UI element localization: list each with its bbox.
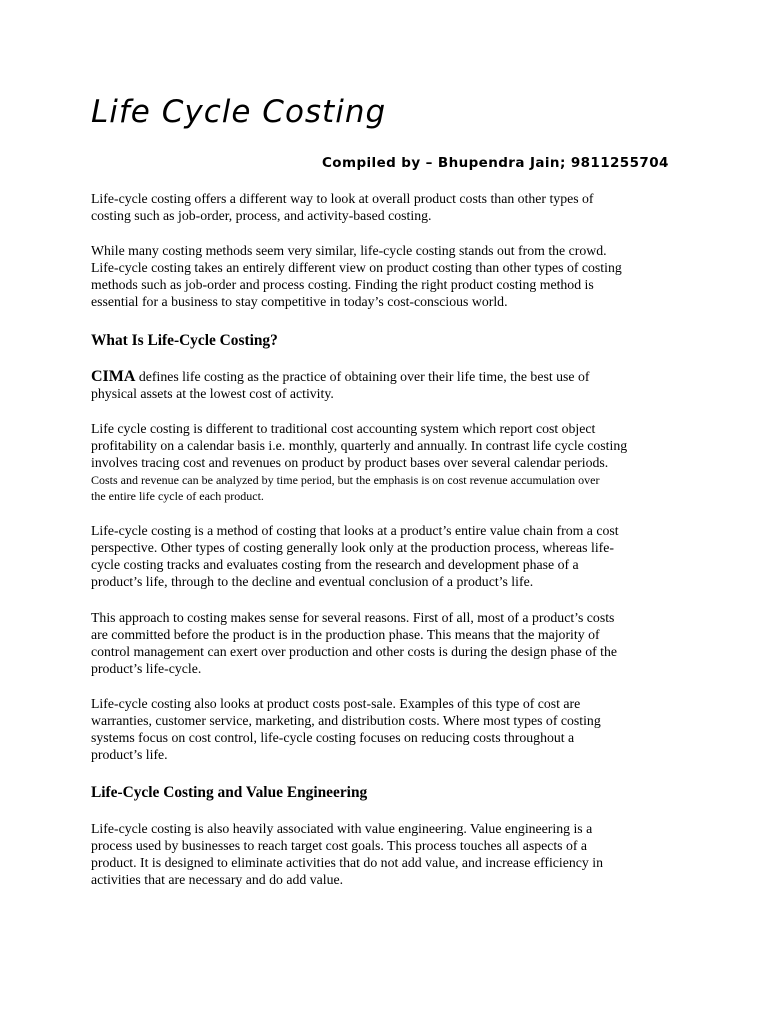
cima-definition-paragraph	[91, 368, 683, 402]
overview-paragraph	[91, 242, 683, 310]
section-heading-value-engineering: Life-Cycle Costing and Value Engineering	[91, 784, 368, 801]
text-line: cycle costing tracks and evaluates costing from the research and development phase of a	[91, 557, 579, 573]
text-line: physical assets at the lowest cost of activity.	[91, 386, 334, 402]
text-line: profitability on a calendar basis i.e. monthly, quarterly and annually. In contrast life cycle costing	[91, 438, 628, 454]
text-line: product. It is designed to eliminate activities that do not add value, and increase efficiency in	[91, 855, 603, 871]
text-line: warranties, customer service, marketing, and distribution costs. Where most types of costing	[91, 713, 601, 729]
text-line: Life-cycle costing offers a different way to look at overall product costs than other types of	[91, 191, 594, 206]
value-engineering-paragraph	[91, 820, 683, 888]
text-line: perspective. Other types of costing generally look only at the production process, whereas life-	[91, 540, 614, 556]
value-chain-paragraph	[91, 522, 683, 590]
text-line	[91, 368, 683, 385]
text-line: Life-cycle costing is also heavily associated with value engineering. Value engineering is a	[91, 821, 593, 836]
text-line: essential for a business to stay competitive in today’s cost-conscious world.	[91, 294, 508, 310]
cima-lead: CIMA	[91, 368, 136, 385]
text-line: Life-cycle costing is a method of costing that looks at a product’s entire value chain from a cost	[91, 523, 619, 538]
text-line: process used by businesses to reach target cost goals. This process touches all aspects of a	[91, 838, 588, 854]
traditional-costing-paragraph	[91, 420, 683, 471]
post-sale-paragraph	[91, 695, 683, 763]
text-line: systems focus on cost control, life-cycle costing focuses on reducing costs throughout a	[91, 730, 575, 746]
text-line: product’s life, through to the decline and eventual conclusion of a product’s life.	[91, 574, 534, 590]
text-line: the entire life cycle of each product.	[91, 489, 264, 503]
text-line: This approach to costing makes sense for several reasons. First of all, most of a product’s costs	[91, 610, 615, 625]
text-line: Life-cycle costing takes an entirely different view on product costing than other types of costing	[91, 260, 622, 276]
text-line: are committed before the product is in the production phase. This means that the majority of	[91, 627, 600, 643]
text-line: methods such as job-order and process costing. Finding the right product costing method is	[91, 277, 594, 293]
text-line: Costs and revenue can be analyzed by time period, but the emphasis is on cost revenue accumulation over	[91, 473, 600, 487]
text-line: product’s life-cycle.	[91, 661, 202, 677]
text-line: While many costing methods seem very similar, life-cycle costing stands out from the crowd.	[91, 243, 607, 258]
text-line: Life cycle costing is different to traditional cost accounting system which report cost object	[91, 421, 596, 436]
section-heading-what-is: What Is Life-Cycle Costing?	[91, 332, 278, 349]
intro-paragraph	[91, 190, 683, 224]
text-line: costing such as job-order, process, and activity-based costing.	[91, 208, 432, 224]
cima-text: defines life costing as the practice of obtaining over their life time, the best use of	[135, 369, 590, 384]
document-title: Life Cycle Costing	[91, 94, 387, 130]
byline: Compiled by – Bhupendra Jain; 9811255704	[322, 155, 669, 171]
text-line: Life-cycle costing also looks at product costs post-sale. Examples of this type of cost are	[91, 696, 581, 711]
text-line: control management can exert over production and other costs is during the design phase of the	[91, 644, 618, 660]
text-line: product’s life.	[91, 747, 168, 763]
text-line: activities that are necessary and do add value.	[91, 872, 344, 888]
time-period-note	[91, 472, 683, 504]
text-line: involves tracing cost and revenues on product by product bases over several calendar periods.	[91, 455, 609, 471]
approach-paragraph	[91, 609, 683, 677]
